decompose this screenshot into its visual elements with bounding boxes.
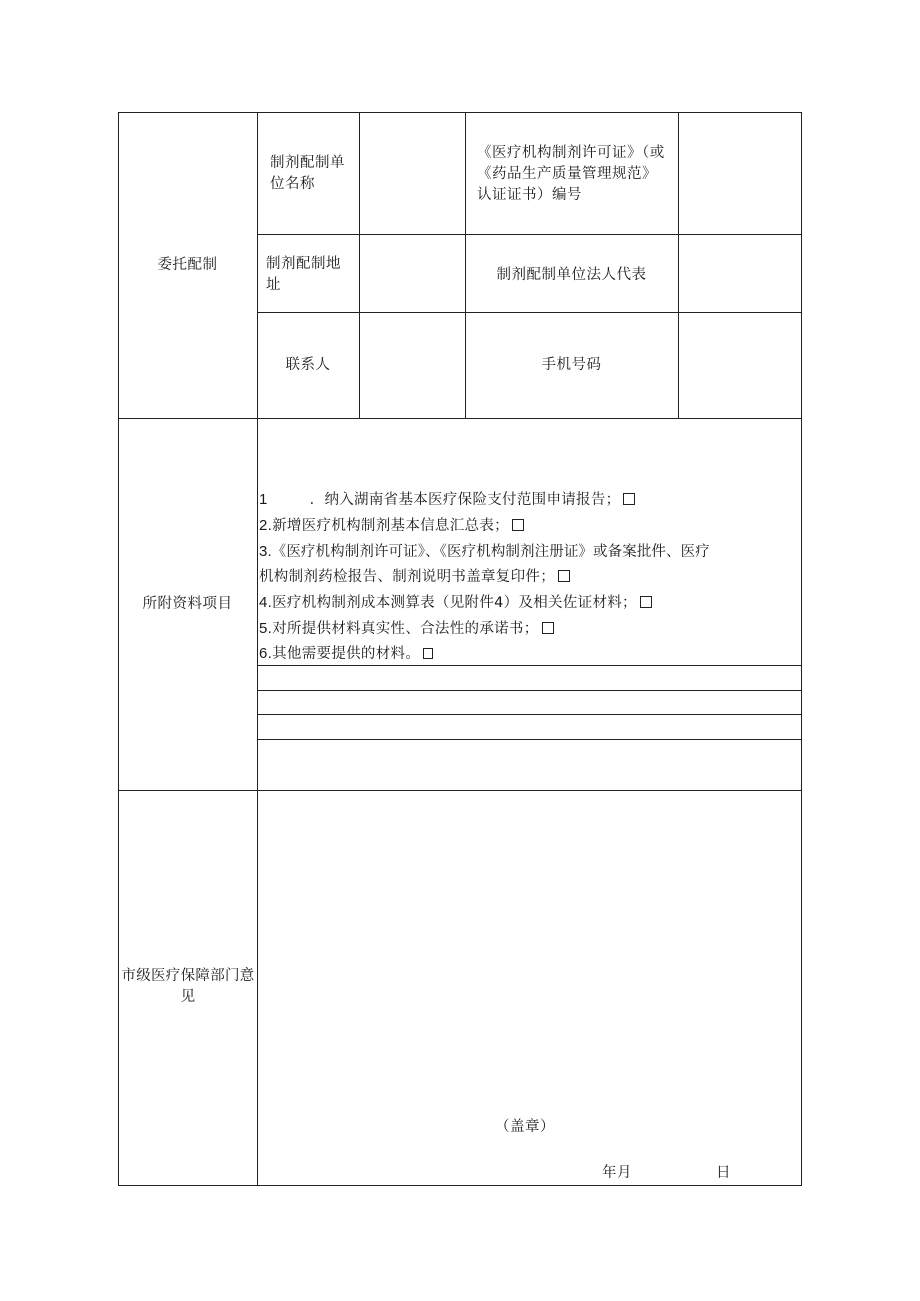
checkbox[interactable] (558, 570, 570, 582)
material-item-6: 6.其他需要提供的材料。 (259, 644, 799, 664)
divider (118, 418, 802, 419)
address-field[interactable] (362, 237, 462, 309)
divider (257, 665, 802, 666)
checkbox[interactable] (512, 519, 524, 531)
divider (678, 112, 679, 418)
checkbox[interactable] (423, 648, 433, 659)
material-item-2: 2.新增医疗机构制剂基本信息汇总表； (259, 516, 799, 536)
materials-section-label: 所附资料项目 (142, 596, 233, 612)
opinion-section-label: 市级医疗保障部门意见 (121, 968, 255, 1005)
material-item-3-continued: 机构制剂药检报告、制剂说明书盖章复印件； (259, 567, 799, 587)
divider (257, 234, 802, 235)
legal-representative-label: 制剂配制单位法人代表 (496, 267, 647, 283)
checkbox[interactable] (542, 622, 554, 634)
legal-representative-field[interactable] (681, 237, 798, 309)
license-number-label: 《医疗机构制剂许可证》（或《药品生产质量管理规范》认证证书）编号 (477, 145, 665, 203)
divider (257, 690, 802, 691)
phone-field[interactable] (681, 315, 798, 415)
checkbox[interactable] (640, 596, 652, 608)
unit-name-field[interactable] (362, 115, 462, 231)
license-number-field[interactable] (681, 115, 798, 231)
divider (257, 312, 802, 313)
divider (257, 714, 802, 715)
material-item-5: 5.对所提供材料真实性、合法性的承诺书； (259, 619, 799, 639)
entrusted-section-label: 委托配制 (157, 257, 218, 273)
date-day: 日 (716, 1165, 731, 1181)
contact-person-label: 联系人 (285, 357, 331, 373)
divider (359, 112, 360, 418)
divider (257, 112, 258, 1186)
address-label: 制剂配制地址 (266, 256, 341, 293)
date-year-month: 年月 (602, 1165, 632, 1181)
material-item-1: 1 ．纳入湖南省基本医疗保险支付范围申请报告； (259, 490, 799, 510)
opinion-field[interactable] (260, 793, 798, 1093)
seal-label: （盖章） (495, 1119, 555, 1135)
divider (118, 790, 802, 791)
divider (257, 739, 802, 740)
contact-person-field[interactable] (362, 315, 462, 415)
material-item-4: 4.医疗机构制剂成本测算表（见附件4）及相关佐证材料； (259, 593, 799, 613)
phone-label: 手机号码 (541, 357, 602, 373)
checkbox[interactable] (623, 493, 635, 505)
unit-name-label: 制剂配制单位名称 (270, 155, 345, 192)
material-item-3: 3.《医疗机构制剂许可证》、《医疗机构制剂注册证》或备案批件、医疗 (259, 543, 710, 560)
